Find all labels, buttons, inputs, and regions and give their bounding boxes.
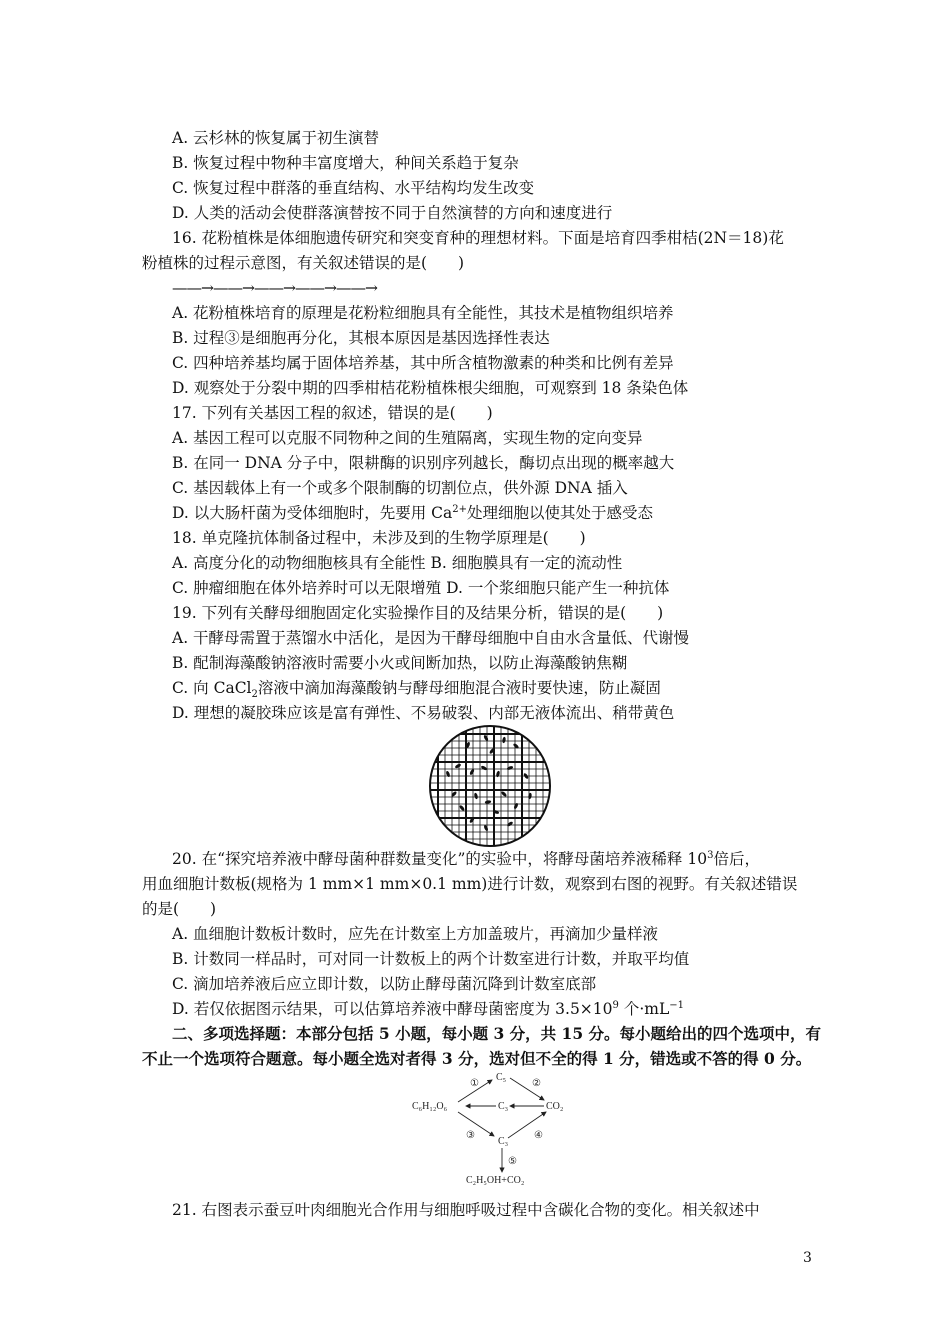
q19-option-d: D. 理想的凝胶珠应该是富有弹性、不易破裂、内部无液体流出、稍带黄色 [172, 704, 675, 722]
q17-option-d [172, 503, 653, 523]
hemocytometer-figure [426, 724, 554, 848]
q16-option-b: B. 过程③是细胞再分化，其根本原因是基因选择性表达 [172, 329, 550, 347]
q18-options-cd: C. 肿瘤细胞在体外培养时可以无限增殖 D. 一个浆细胞只能产生一种抗体 [172, 579, 670, 597]
arrow-3 [458, 1112, 494, 1136]
q19-stem: 19. 下列有关酵母细胞固定化实验操作目的及结果分析，错误的是( ) [172, 604, 664, 622]
q17-option-a: A. 基因工程可以克服不同物种之间的生殖隔离，实现生物的定向变异 [172, 429, 643, 447]
step1-label: ① [470, 1078, 479, 1089]
q20-stem-post: 倍后， [713, 850, 760, 868]
q17-option-c: C. 基因载体上有一个或多个限制酶的切割位点，供外源 DNA 插入 [172, 479, 628, 497]
q15-option-b: B. 恢复过程中物种丰富度增大，种间关系趋于复杂 [172, 154, 519, 172]
q19-option-b: B. 配制海藻酸钠溶液时需要小火或间断加热，以防止海藻酸钠焦糊 [172, 654, 628, 672]
q16-option-a: A. 花粉植株培育的原理是花粉粒细胞具有全能性，其技术是植物组织培养 [172, 304, 674, 322]
q19-option-c [172, 678, 661, 701]
q16-flowchart: ——→——→——→——→——→ [172, 279, 377, 297]
q20-option-a: A. 血细胞计数板计数时，应先在计数室上方加盖玻片，再滴加少量样液 [172, 925, 659, 943]
carbon-cycle-diagram [410, 1068, 580, 1188]
step4-label: ④ [534, 1130, 543, 1141]
q20-option-d [172, 999, 684, 1019]
step3-label: ③ [466, 1130, 475, 1141]
q16-option-c: C. 四种培养基均属于固体培养基，其中所含植物激素的种类和比例有差异 [172, 354, 674, 372]
q15-option-c: C. 恢复过程中群落的垂直结构、水平结构均发生改变 [172, 179, 535, 197]
q20-option-c: C. 滴加培养液后应立即计数，以防止酵母菌沉降到计数室底部 [172, 975, 597, 993]
q17-option-d-sup: 2+ [452, 503, 468, 515]
q17-option-b: B. 在同一 DNA 分子中，限耕酶的识别序列越长，酶切点出现的概率越大 [172, 454, 675, 472]
c3-mid-label: C₃ [498, 1101, 509, 1112]
q21-stem: 21. 右图表示蚕豆叶肉细胞光合作用与细胞呼吸过程中含碳化合物的变化。相关叙述中 [172, 1201, 760, 1219]
q19-option-a: A. 干酵母需置于蒸馏水中活化，是因为干酵母细胞中自由水含量低、代谢慢 [172, 629, 690, 647]
q20-stem-line3: 的是( ) [142, 900, 217, 918]
q18-stem: 18. 单克隆抗体制备过程中，未涉及到的生物学原理是( ) [172, 529, 586, 547]
q19-option-c-pre: C. 向 CaCl [172, 679, 252, 697]
q20-option-b: B. 计数同一样品时，可对同一计数板上的两个计数室进行计数，并取平均值 [172, 950, 690, 968]
step2-label: ② [532, 1078, 541, 1089]
section2-heading-line1: 二、多项选择题：本部分包括 5 小题，每小题 3 分，共 15 分。每小题给出的四个选项中，有 [172, 1024, 822, 1043]
q20-option-d-sup2: −1 [669, 999, 685, 1011]
q20-stem-line2: 用血细胞计数板(规格为 1 mm×1 mm×0.1 mm)进行计数，观察到右图的视野。有关叙述错误 [142, 875, 798, 893]
q20-stem-sup: 3 [707, 849, 714, 861]
q19-option-c-sub: 2 [251, 689, 258, 701]
q17-option-d-pre: D. 以大肠杆菌为受体细胞时，先要用 Ca [172, 504, 453, 522]
step5-label: ⑤ [508, 1156, 517, 1167]
section2-heading-line2: 不止一个选项符合题意。每小题全选对者得 3 分，选对但不全的得 1 分，错选或不答的得 0 分。 [142, 1049, 812, 1068]
q17-option-d-post: 处理细胞以使其处于感受态 [467, 504, 654, 522]
q16-stem-line1: 16. 花粉植株是体细胞遗传研究和突变育种的理想材料。下面是培育四季柑桔(2N＝18)花 [172, 229, 784, 247]
q15-option-a: A. 云杉林的恢复属于初生演替 [172, 129, 380, 147]
q16-option-d: D. 观察处于分裂中期的四季柑桔花粉植株根尖细胞，可观察到 18 条染色体 [172, 379, 689, 397]
q20-option-d-mid: 个·mL [618, 1000, 670, 1018]
ethanol-co2-label: C₂H₅OH+CO₂ [466, 1175, 525, 1186]
q16-stem-line2: 粉植株的过程示意图，有关叙述错误的是( ) [142, 254, 465, 272]
c3-low-label: C₃ [498, 1136, 509, 1147]
q20-option-d-pre: D. 若仅依据图示结果，可以估算培养液中酵母菌密度为 3.5×10 [172, 1000, 613, 1018]
c5-label: C₅ [496, 1072, 507, 1083]
co2-label: CO₂ [546, 1101, 564, 1112]
q17-stem: 17. 下列有关基因工程的叙述，错误的是( ) [172, 404, 493, 422]
glucose-label: C₆H₁₂O₆ [412, 1101, 448, 1112]
q20-stem-line1 [172, 849, 760, 869]
q18-options-ab: A. 高度分化的动物细胞核具有全能性 B. 细胞膜具有一定的流动性 [172, 554, 623, 572]
q15-option-d: D. 人类的活动会使群落演替按不同于自然演替的方向和速度进行 [172, 204, 613, 222]
page-number: 3 [803, 1250, 812, 1266]
q20-option-d-sup1: 9 [612, 999, 619, 1011]
q20-stem-pre: 20. 在“探究培养液中酵母菌种群数量变化”的实验中，将酵母菌培养液稀释 10 [172, 850, 708, 868]
q19-option-c-post: 溶液中滴加海藻酸钠与酵母细胞混合液时要快速，防止凝固 [257, 679, 661, 697]
